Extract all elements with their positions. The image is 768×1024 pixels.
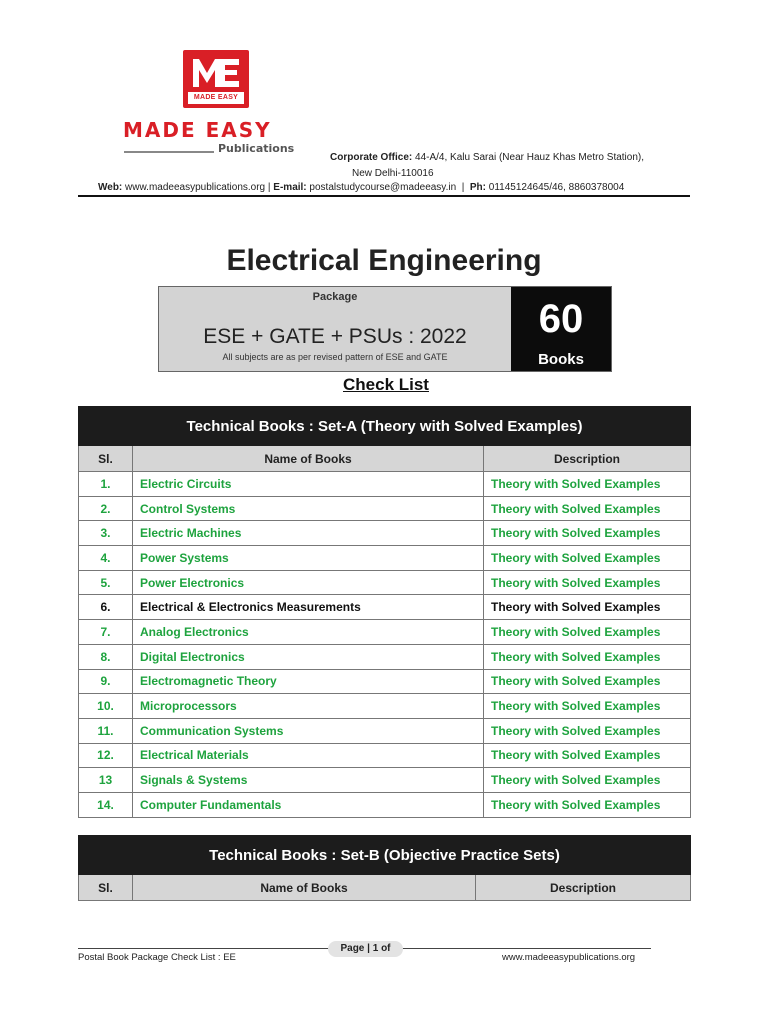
table-row: [79, 718, 691, 743]
row-sl: 8.: [79, 644, 133, 669]
column-header-description: Description: [484, 446, 691, 472]
package-label: Package: [312, 291, 358, 303]
row-description: Theory with Solved Examples: [484, 546, 691, 571]
row-description: Theory with Solved Examples: [484, 472, 691, 497]
book-count: 60: [538, 297, 584, 341]
web-label: Web:: [98, 182, 123, 193]
row-book-name: Electric Circuits: [133, 472, 484, 497]
row-book-name: Electrical & Electronics Measurements: [133, 595, 484, 620]
table-row: [79, 595, 691, 620]
table-row: [79, 521, 691, 546]
row-book-name: Electric Machines: [133, 521, 484, 546]
package-box: [158, 286, 612, 372]
row-sl: 13: [79, 768, 133, 793]
row-sl: 9.: [79, 669, 133, 694]
phone-label: Ph:: [469, 182, 486, 193]
page-number: Page | 1 of: [328, 941, 403, 957]
table-row: [79, 792, 691, 817]
footer-website[interactable]: www.madeeasypublications.org: [502, 952, 636, 963]
email-label: E-mail:: [273, 182, 307, 193]
table-row: [79, 620, 691, 645]
set-b-table: [78, 835, 691, 901]
column-header-sl: Sl.: [79, 875, 133, 901]
office-line2: New Delhi-110016: [352, 168, 434, 179]
row-sl: 2.: [79, 496, 133, 521]
header-rule: [78, 195, 690, 197]
row-sl: 5.: [79, 570, 133, 595]
office-address: [330, 150, 644, 182]
package-info: [159, 287, 511, 371]
table-row: [79, 768, 691, 793]
row-description: Theory with Solved Examples: [484, 743, 691, 768]
row-description: Theory with Solved Examples: [484, 620, 691, 645]
row-description: Theory with Solved Examples: [484, 768, 691, 793]
table-row: [79, 570, 691, 595]
contact-separator: |: [267, 182, 271, 193]
row-book-name: Signals & Systems: [133, 768, 484, 793]
table-row: [79, 496, 691, 521]
table-row: [79, 546, 691, 571]
set-b-heading: Technical Books : Set-B (Objective Practice Sets): [79, 836, 691, 875]
table-row: [79, 472, 691, 497]
row-sl: 4.: [79, 546, 133, 571]
book-count-badge: [511, 287, 611, 371]
row-sl: 10.: [79, 694, 133, 719]
row-sl: 1.: [79, 472, 133, 497]
office-line1: 44-A/4, Kalu Sarai (Near Hauz Khas Metro Station),: [415, 152, 645, 163]
row-book-name: Electromagnetic Theory: [133, 669, 484, 694]
set-a-table: [78, 406, 691, 818]
row-sl: 6.: [79, 595, 133, 620]
column-header-name: Name of Books: [133, 875, 476, 901]
footer-rule-left: [78, 948, 333, 949]
checklist-heading: Check List: [343, 375, 429, 394]
contact-separator: |: [461, 182, 465, 193]
publisher-logo: [183, 50, 249, 108]
row-book-name: Microprocessors: [133, 694, 484, 719]
phone-number: 01145124645/46, 8860378004: [488, 182, 625, 193]
page-title: Electrical Engineering: [226, 244, 542, 277]
row-book-name: Electrical Materials: [133, 743, 484, 768]
row-description: Theory with Solved Examples: [484, 718, 691, 743]
row-sl: 3.: [79, 521, 133, 546]
office-label: Corporate Office:: [330, 152, 413, 163]
table-row: [79, 694, 691, 719]
web-link[interactable]: www.madeeasypublications.org: [125, 182, 266, 193]
row-description: Theory with Solved Examples: [484, 792, 691, 817]
package-name: ESE + GATE + PSUs : 2022: [203, 325, 467, 348]
row-book-name: Analog Electronics: [133, 620, 484, 645]
brand-divider: [124, 151, 214, 153]
row-description: Theory with Solved Examples: [484, 496, 691, 521]
brand-name: MADE EASY: [123, 118, 272, 142]
footer-rule-right: [398, 948, 651, 949]
row-book-name: Control Systems: [133, 496, 484, 521]
row-description: Theory with Solved Examples: [484, 521, 691, 546]
email-link[interactable]: postalstudycourse@madeeasy.in: [309, 182, 457, 193]
table-row: [79, 644, 691, 669]
column-header-name: Name of Books: [133, 446, 484, 472]
column-header-description: Description: [476, 875, 691, 901]
row-book-name: Communication Systems: [133, 718, 484, 743]
table-row: [79, 743, 691, 768]
row-book-name: Power Systems: [133, 546, 484, 571]
contact-line: [98, 182, 624, 193]
brand-subtitle: Publications: [218, 142, 295, 155]
row-book-name: Power Electronics: [133, 570, 484, 595]
row-book-name: Computer Fundamentals: [133, 792, 484, 817]
book-count-unit: Books: [538, 351, 584, 368]
row-description: Theory with Solved Examples: [484, 570, 691, 595]
set-a-heading: Technical Books : Set-A (Theory with Solved Examples): [79, 407, 691, 446]
column-header-sl: Sl.: [79, 446, 133, 472]
row-description: Theory with Solved Examples: [484, 669, 691, 694]
row-book-name: Digital Electronics: [133, 644, 484, 669]
row-sl: 12.: [79, 743, 133, 768]
row-description: Theory with Solved Examples: [484, 644, 691, 669]
me-monogram-icon: [189, 55, 243, 89]
row-sl: 11.: [79, 718, 133, 743]
row-sl: 7.: [79, 620, 133, 645]
table-row: [79, 669, 691, 694]
row-description: Theory with Solved Examples: [484, 595, 691, 620]
package-note: All subjects are as per revised pattern of ESE and GATE: [222, 352, 448, 362]
logo-tag: MADE EASY: [188, 92, 244, 104]
row-sl: 14.: [79, 792, 133, 817]
footer-left-text: Postal Book Package Check List : EE: [78, 952, 236, 963]
row-description: Theory with Solved Examples: [484, 694, 691, 719]
